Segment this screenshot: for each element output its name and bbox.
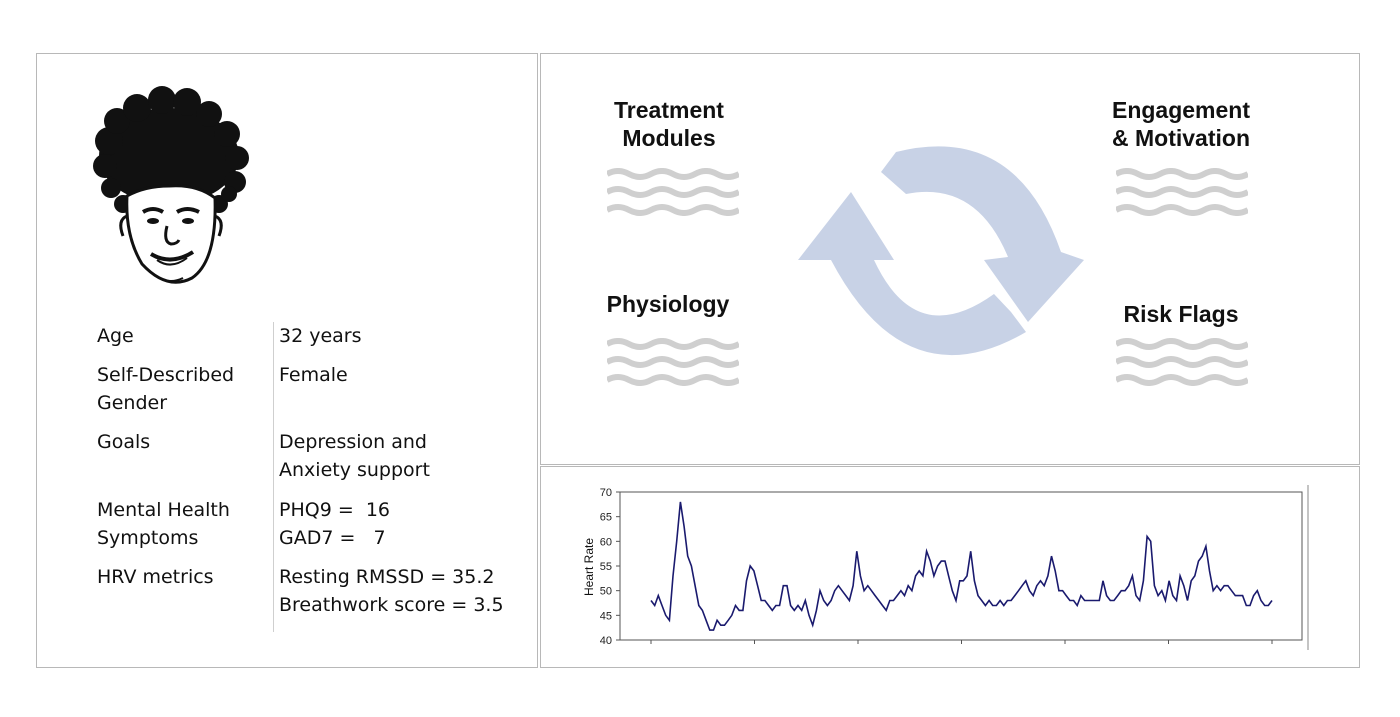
heart-rate-chart-panel (540, 466, 1360, 668)
profile-panel (36, 53, 538, 668)
treatment-modules-label: Treatment Modules (614, 97, 724, 151)
age-label: Age (97, 325, 134, 347)
cycle-arrows-icon (796, 142, 1096, 382)
physiology-waves-icon (607, 338, 739, 386)
y-tick-label: 60 (599, 536, 612, 549)
y-axis-label: Heart Rate (582, 537, 596, 597)
hrv-value: Resting RMSSD = 35.2 Breathwork score = 3.5 (279, 566, 504, 616)
y-tick-label: 65 (599, 511, 612, 524)
heart-rate-chart (541, 467, 1359, 667)
y-tick-label: 40 (599, 635, 612, 647)
physiology-label: Physiology (606, 291, 730, 317)
engagement-waves-icon (1116, 168, 1248, 216)
goals-row (97, 428, 517, 484)
y-tick-label: 45 (599, 610, 612, 623)
goals-value: Depression and Anxiety support (279, 431, 430, 481)
y-tick-label: 55 (599, 561, 612, 573)
y-tick-label: 50 (599, 585, 612, 598)
goals-label: Goals (97, 431, 151, 453)
heart-rate-line (651, 502, 1272, 630)
symptoms-row (97, 496, 517, 552)
symptoms-label: Mental Health Symptoms (97, 499, 230, 549)
plot-frame (620, 492, 1302, 640)
person-illustration (87, 86, 252, 301)
symptoms-value: PHQ9 = 16 GAD7 = 7 (279, 499, 391, 549)
gender-row (97, 361, 517, 417)
hrv-row (97, 563, 517, 619)
engagement-label: Engagement & Motivation (1111, 97, 1251, 151)
y-tick-label: 70 (599, 487, 612, 499)
risk-waves-icon (1116, 338, 1248, 386)
age-value: 32 years (279, 325, 362, 347)
profile-table (97, 322, 517, 619)
risk-flags-label: Risk Flags (1123, 301, 1239, 327)
age-row (97, 322, 517, 350)
cycle-panel (540, 53, 1360, 465)
gender-value: Female (279, 364, 348, 386)
gender-label: Self-Described Gender (97, 364, 235, 414)
hrv-label: HRV metrics (97, 566, 214, 588)
treatment-waves-icon (607, 168, 739, 216)
